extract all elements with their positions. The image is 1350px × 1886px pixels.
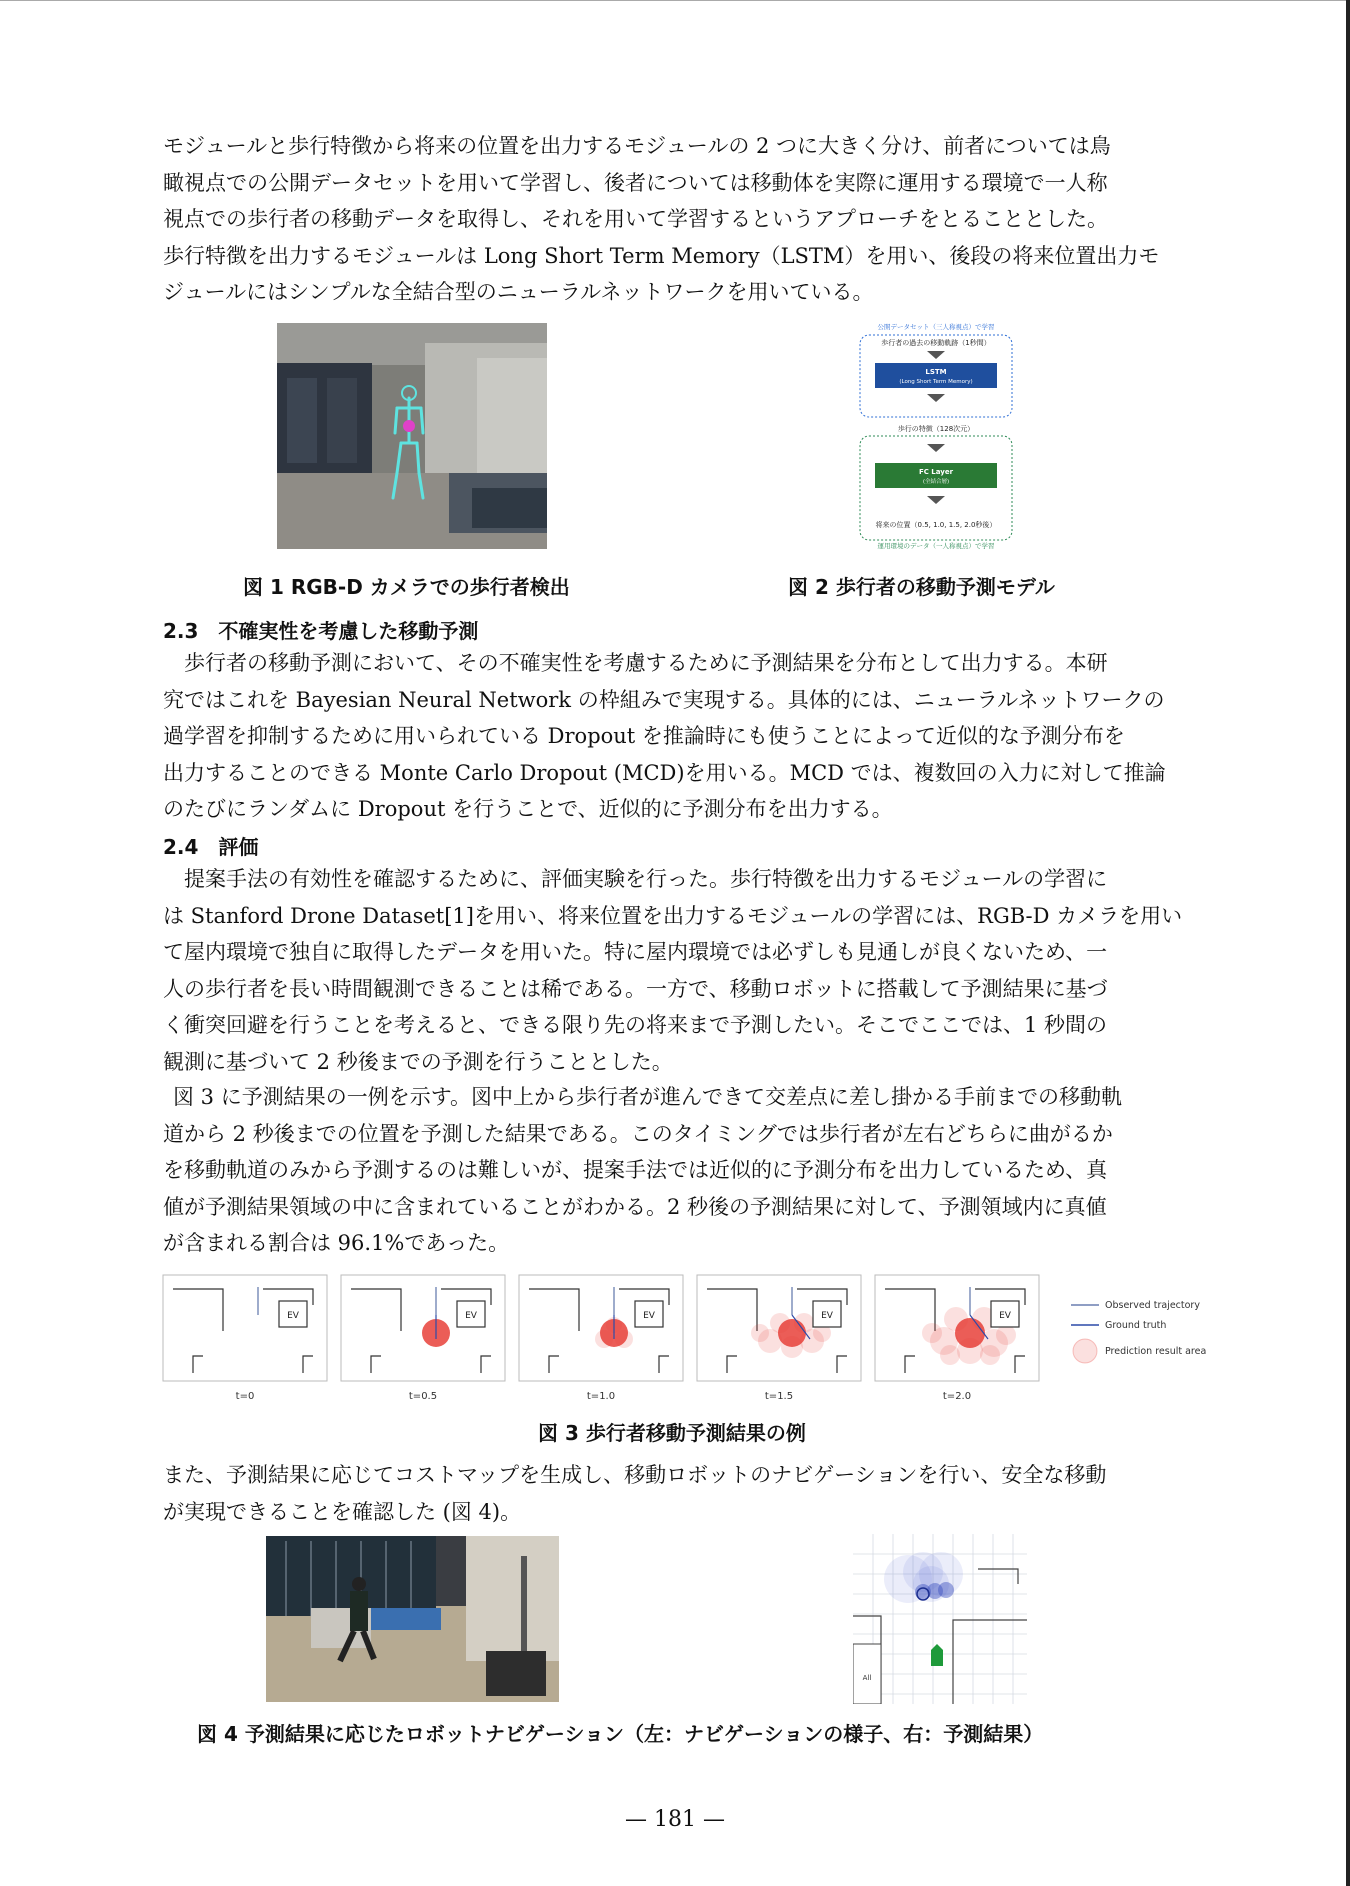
text-line: 観測に基づいて 2 秒後までの予測を行うこととした。 — [163, 1049, 673, 1074]
page-border-right — [1346, 0, 1350, 1886]
section24-paragraph-2 — [163, 1079, 1183, 1262]
text-line: て屋内環境で独自に取得したデータを用いた。特に屋内環境では必ずしも見通しが良くないため、一 — [163, 940, 1108, 964]
figure2-bottom-label: 運用環境のデータ（一人称視点）で学習 — [877, 542, 995, 550]
text-line: 歩行者の移動予測において、その不確実性を考慮するために予測結果を分布として出力する。本研 — [184, 651, 1108, 675]
panel-time-label: t=0 — [235, 1391, 255, 1402]
text-line: 提案手法の有効性を確認するために、評価実験を行った。歩行特徴を出力するモジュールの学習に — [184, 867, 1108, 891]
figure2-output-label: 将来の位置（0.5, 1.0, 1.5, 2.0秒後） — [875, 521, 997, 529]
text-line: 歩行特徴を出力するモジュールは Long Short Term Memory（LSTM）を用い、後段の将来位置出力モ — [163, 243, 1160, 268]
figure1-caption: 図 1 RGB-D カメラでの歩行者検出 — [243, 575, 570, 599]
figure4-prediction-map — [853, 1534, 1027, 1704]
figure2-fc-title: FC Layer — [918, 468, 954, 476]
page-number: — 181 — — [625, 1807, 725, 1832]
text-line: 出力することのできる Monte Carlo Dropout (MCD)を用いる。MCD では、複数回の入力に対して推論 — [163, 760, 1166, 785]
figure4-navigation-photo — [266, 1536, 559, 1702]
prediction-area-circle — [595, 1330, 613, 1348]
text-line: を移動軌道のみから予測するのは難しいが、提案手法では近似的に予測分布を出力しているため、真 — [163, 1158, 1108, 1182]
legend-prediction-label: Prediction result area — [1105, 1346, 1207, 1357]
figure1-camera-photo — [277, 323, 547, 549]
legend-observed-label: Observed trajectory — [1105, 1300, 1200, 1311]
figure4-caption: 図 4 予測結果に応じたロボットナビゲーション（左：ナビゲーションの様子、右：予測結果） — [197, 1722, 1044, 1746]
text-line: モジュールと歩行特徴から将来の位置を出力するモジュールの 2 つに大きく分け、前者については鳥 — [163, 134, 1111, 158]
text-line: 人の歩行者を長い時間観測できることは稀である。一方で、移動ロボットに搭載して予測結果に基づ — [163, 976, 1108, 1001]
text-line: ジュールにはシンプルな全結合型のニューラルネットワークを用いている。 — [163, 280, 874, 304]
prediction-area-circle — [781, 1336, 803, 1358]
text-line: 過学習を抑制するために用いられている Dropout を推論時にも使うことによって近似的な予測分布を — [163, 724, 1125, 748]
prediction-area-circle — [940, 1345, 960, 1365]
page-border-top — [0, 0, 1350, 1]
elevator-label: EV — [643, 1311, 655, 1321]
figure2-lstm-subtitle: (Long Short Term Memory) — [899, 379, 973, 385]
panel-time-label: t=2.0 — [942, 1391, 972, 1402]
text-line: 道から 2 秒後までの位置を予測した結果である。このタイミングでは歩行者が左右どちらに曲がるか — [163, 1121, 1113, 1146]
section-heading-2-3: 2.3 不確実性を考慮した移動予測 — [163, 619, 479, 643]
text-line: 値が予測結果領域の中に含まれていることがわかる。2 秒後の予測結果に対して、予測領域内に真値 — [163, 1194, 1107, 1219]
section-heading-2-4: 2.4 評価 — [163, 835, 259, 859]
elevator-label: EV — [465, 1311, 477, 1321]
section23-paragraph — [163, 645, 1183, 828]
prediction-area-circle — [944, 1307, 968, 1331]
panel-time-label: t=1.5 — [764, 1391, 794, 1402]
figure2-fc-subtitle: (全結合層) — [922, 479, 950, 485]
text-line: 視点での歩行者の移動データを取得し、それを用いて学習するというアプローチをとることとした。 — [163, 207, 1108, 231]
text-line: 図 3 に予測結果の一例を示す。図中上から歩行者が進んできて交差点に差し掛かる手前までの移動軌 — [173, 1085, 1123, 1109]
prediction-area-circle — [957, 1338, 983, 1364]
legend-ground-truth-label: Ground truth — [1105, 1320, 1167, 1331]
figure2-input-label: 歩行者の過去の移動軌跡（1秒間） — [881, 339, 991, 347]
figure4-map-label: All — [862, 1674, 872, 1682]
prediction-area-circle — [751, 1324, 769, 1342]
elevator-label: EV — [287, 1311, 299, 1321]
elevator-label: EV — [999, 1311, 1011, 1321]
text-line: のたびにランダムに Dropout を行うことで、近似的に予測分布を出力する。 — [163, 797, 893, 821]
prediction-area-circle — [615, 1330, 633, 1348]
prediction-area-circle — [770, 1313, 790, 1333]
text-line: 究ではこれを Bayesian Neural Network の枠組みで実現する。具体的には、ニューラルネットワークの — [163, 687, 1165, 712]
figure2-top-label: 公開データセット（三人称視点）で学習 — [877, 323, 995, 331]
figure2-model-diagram — [853, 321, 1019, 551]
panel-time-label: t=0.5 — [408, 1391, 438, 1402]
figure2-feature-label: 歩行の特徴（128次元） — [897, 425, 975, 433]
text-line: く衝突回避を行うことを考えると、できる限り先の将来まで予測したい。そこでここでは、1 秒間の — [163, 1013, 1108, 1037]
figure2-lstm-title: LSTM — [925, 368, 947, 376]
text-line: は Stanford Drone Dataset[1]を用い、将来位置を出力するモジュールの学習には、RGB-D カメラを用い — [163, 903, 1183, 928]
legend-prediction-swatch — [1073, 1339, 1097, 1363]
text-line: が含まれる割合は 96.1%であった。 — [163, 1231, 510, 1255]
section24-paragraph-1 — [163, 861, 1183, 1080]
prediction-area-circle — [794, 1313, 814, 1333]
panel-time-label: t=1.0 — [586, 1391, 616, 1402]
elevator-label: EV — [821, 1311, 833, 1321]
prediction-area-circle — [922, 1323, 942, 1343]
prediction-area-circle — [996, 1325, 1016, 1345]
prediction-area-circle — [980, 1345, 1000, 1365]
figure3-prediction-panels — [161, 1273, 1221, 1403]
text-line: が実現できることを確認した (図 4)。 — [163, 1499, 522, 1524]
figure3-caption: 図 3 歩行者移動予測結果の例 — [538, 1421, 806, 1445]
intro-paragraph — [163, 128, 1183, 311]
text-line: また、予測結果に応じてコストマップを生成し、移動ロボットのナビゲーションを行い、安全な移動 — [163, 1463, 1107, 1487]
text-line: 瞰視点での公開データセットを用いて学習し、後者については移動体を実際に運用する環境で一人称 — [163, 170, 1108, 195]
closing-paragraph — [163, 1457, 1183, 1530]
figure2-caption: 図 2 歩行者の移動予測モデル — [788, 575, 1055, 599]
